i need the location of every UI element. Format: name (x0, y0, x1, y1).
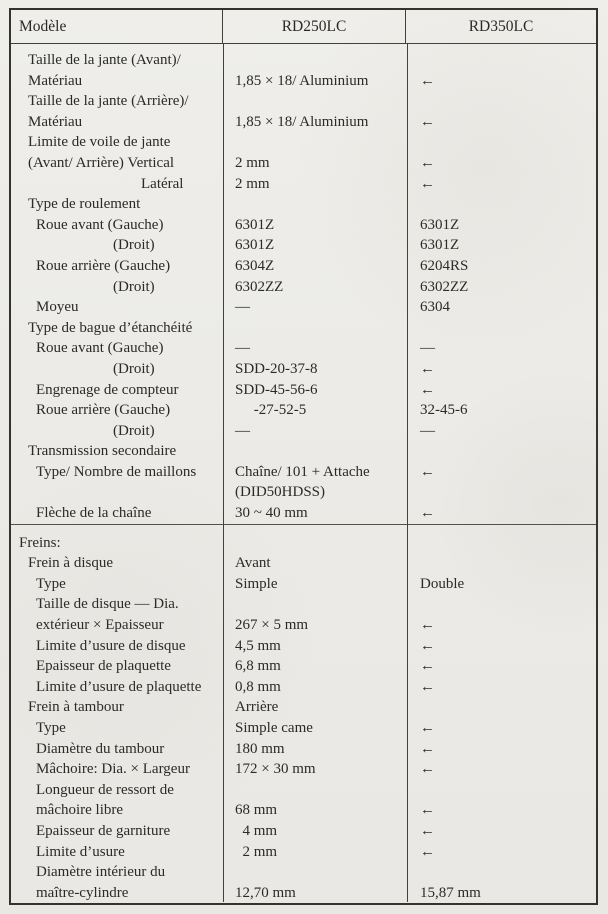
value-rd250lc: 2 mm (235, 175, 270, 192)
table-row (11, 71, 596, 92)
column-divider-1 (223, 44, 224, 902)
row-label: Roue avant (Gauche) (36, 340, 164, 357)
value-rd350lc: ← (420, 113, 435, 130)
value-rd250lc: 267 × 5 mm (235, 617, 309, 634)
value-rd350lc: ← (420, 505, 435, 522)
table-row (11, 441, 596, 462)
value-rd250lc: (DID50HDSS) (235, 484, 325, 501)
value-rd350lc: ← (420, 802, 435, 819)
table-row (11, 297, 596, 318)
value-rd250lc: 0,8 mm (235, 678, 281, 695)
row-label: Type de bague d’étanchéité (28, 319, 193, 336)
value-rd350lc: ← (420, 678, 435, 695)
value-rd350lc (408, 780, 596, 801)
table-row (11, 421, 596, 442)
value-rd250lc (224, 318, 408, 339)
row-label: (Avant/ Arrière) Vertical (28, 154, 175, 171)
row-label: Mâchoire: Dia. × Largeur (36, 761, 190, 778)
row-label: Epaisseur de garniture (36, 822, 171, 839)
value-rd250lc: 172 × 30 mm (235, 761, 316, 778)
row-label: Longueur de ressort de (36, 781, 174, 798)
table-row (11, 338, 596, 359)
value-rd250lc: 180 mm (235, 740, 285, 757)
value-rd350lc: ← (420, 617, 435, 634)
table-row (11, 482, 596, 503)
row-label: Frein à tambour (28, 699, 124, 716)
row-label: Roue avant (Gauche) (36, 216, 164, 233)
row-label: (Droit) (113, 360, 155, 377)
value-rd250lc (224, 132, 408, 153)
value-rd250lc: 6,8 mm (235, 658, 281, 675)
value-rd350lc: ← (420, 72, 435, 89)
row-label: Type/ Nombre de maillons (36, 463, 197, 480)
table-row (11, 780, 596, 801)
table-row (11, 759, 596, 780)
value-rd350lc: ← (420, 720, 435, 736)
table-row (11, 256, 596, 277)
table-row (11, 503, 596, 524)
row-label: (Droit) (113, 278, 155, 295)
value-rd350lc (408, 91, 596, 112)
table-row (11, 821, 596, 842)
value-rd250lc: Chaîne/ 101 + Attache (235, 463, 370, 480)
value-rd350lc: ← (420, 658, 435, 675)
row-label: Freins: (19, 534, 61, 551)
value-rd250lc: 30 ~ 40 mm (235, 505, 308, 522)
row-label: Moyeu (36, 299, 79, 316)
row-label: extérieur × Epaisseur (36, 617, 164, 634)
table-row (11, 277, 596, 298)
value-rd250lc (224, 594, 408, 615)
value-rd250lc: Avant (235, 555, 271, 572)
spec-table (9, 8, 598, 905)
table-row (11, 194, 596, 215)
value-rd250lc: 2 mm (235, 843, 278, 860)
table-row (11, 112, 596, 133)
row-label: (Droit) (113, 422, 155, 439)
value-rd250lc: 6301Z (235, 237, 275, 254)
table-row (11, 215, 596, 236)
table-row (11, 553, 596, 574)
table-body (11, 44, 596, 902)
value-rd350lc: ← (420, 843, 435, 860)
value-rd250lc: 4,5 mm (235, 637, 281, 654)
value-rd250lc: — (235, 299, 250, 316)
row-label: Limite de voile de jante (28, 134, 171, 151)
row-label: Flèche de la chaîne (36, 505, 152, 522)
table-row (11, 359, 596, 380)
table-row (11, 862, 596, 883)
row-label: Limite d’usure (36, 843, 125, 860)
value-rd350lc (408, 697, 596, 718)
row-label: Diamètre du tambour (36, 740, 165, 757)
row-label: Taille de la jante (Arrière)/ (28, 93, 189, 110)
value-rd350lc (408, 318, 596, 339)
value-rd250lc: 12,70 mm (235, 884, 296, 901)
value-rd350lc (408, 862, 596, 883)
row-label: Latéral (141, 175, 184, 192)
row-label (11, 482, 224, 503)
value-rd250lc: 4 mm (235, 822, 278, 839)
table-row (11, 235, 596, 256)
table-row (11, 318, 596, 339)
value-rd350lc (408, 553, 596, 574)
table-row (11, 380, 596, 401)
table-header-row (11, 10, 596, 44)
value-rd350lc: 32-45-6 (420, 402, 468, 419)
table-row (11, 656, 596, 677)
value-rd250lc (224, 50, 408, 71)
value-rd250lc: SDD-45-56-6 (235, 381, 318, 398)
value-rd350lc: ← (420, 463, 435, 480)
table-row (11, 594, 596, 615)
value-rd350lc (408, 50, 596, 71)
table-row (11, 739, 596, 760)
value-rd250lc: — (235, 422, 250, 439)
row-label: Type (36, 575, 66, 592)
value-rd350lc: — (420, 340, 435, 357)
table-row (11, 132, 596, 153)
row-label: mâchoire libre (36, 802, 124, 819)
row-label: maître-cylindre (36, 884, 129, 901)
value-rd250lc (224, 533, 408, 554)
row-label: (Droit) (113, 237, 155, 254)
value-rd350lc (408, 533, 596, 554)
row-label: Epaisseur de plaquette (36, 658, 171, 675)
table-row (11, 697, 596, 718)
row-label: Engrenage de compteur (36, 381, 179, 398)
table-row (11, 533, 596, 554)
value-rd250lc: 68 mm (235, 802, 278, 819)
value-rd350lc: ← (420, 740, 435, 757)
section-brakes (11, 524, 596, 904)
value-rd250lc: 6301Z (235, 216, 275, 233)
table-row (11, 636, 596, 657)
row-label: Type de roulement (28, 196, 141, 213)
value-rd350lc (408, 441, 596, 462)
table-row (11, 91, 596, 112)
row-label: Matériau (28, 113, 83, 130)
value-rd350lc: 15,87 mm (420, 884, 481, 901)
table-row (11, 883, 596, 904)
value-rd250lc: 1,85 × 18/ Aluminium (235, 113, 369, 130)
value-rd250lc: 6302ZZ (235, 278, 284, 295)
value-rd250lc (224, 780, 408, 801)
row-label: Limite d’usure de disque (36, 637, 186, 654)
table-row (11, 615, 596, 636)
table-row (11, 677, 596, 698)
row-label: Taille de la jante (Avant)/ (28, 52, 181, 68)
row-label: Roue arrière (Gauche) (36, 402, 171, 419)
table-row (11, 462, 596, 483)
value-rd350lc: ← (420, 154, 435, 171)
table-row (11, 718, 596, 739)
row-label: Limite d’usure de plaquette (36, 678, 202, 695)
value-rd350lc: ← (420, 637, 435, 654)
value-rd250lc: 6304Z (235, 257, 275, 274)
row-label: Transmission secondaire (28, 443, 177, 460)
section-wheels-transmission (11, 44, 596, 524)
value-rd250lc: Arrière (235, 699, 279, 716)
value-rd350lc (408, 594, 596, 615)
value-rd350lc: Double (420, 575, 465, 592)
value-rd350lc: ← (420, 822, 435, 839)
value-rd350lc: 6204RS (420, 257, 469, 274)
table-row (11, 174, 596, 195)
header-rd350lc: RD350LC (468, 17, 534, 35)
row-label: Type (36, 720, 66, 736)
value-rd350lc (408, 194, 596, 215)
row-label: Frein à disque (28, 555, 113, 572)
table-row (11, 574, 596, 595)
value-rd350lc: ← (420, 175, 435, 192)
value-rd250lc: Simple came (235, 720, 313, 736)
row-label: Diamètre intérieur du (36, 864, 166, 881)
value-rd250lc (224, 441, 408, 462)
value-rd350lc: ← (420, 381, 435, 398)
value-rd250lc: Simple (235, 575, 278, 592)
value-rd250lc: -27-52-5 (235, 402, 307, 419)
value-rd350lc: ← (420, 761, 435, 778)
header-modele: Modèle (11, 10, 223, 43)
table-row (11, 800, 596, 821)
value-rd250lc: 1,85 × 18/ Aluminium (235, 72, 369, 89)
table-row (11, 153, 596, 174)
value-rd250lc: SDD-20-37-8 (235, 360, 318, 377)
value-rd250lc: 2 mm (235, 154, 270, 171)
header-rd250lc: RD250LC (223, 10, 406, 43)
table-row (11, 400, 596, 421)
value-rd350lc (408, 132, 596, 153)
row-label: Matériau (28, 72, 83, 89)
table-row (11, 842, 596, 863)
table-row (11, 50, 596, 71)
value-rd350lc: 6302ZZ (420, 278, 469, 295)
row-label: Taille de disque — Dia. (36, 596, 179, 613)
value-rd350lc: 6301Z (420, 216, 460, 233)
value-rd250lc (224, 91, 408, 112)
column-divider-2 (407, 44, 408, 902)
value-rd350lc (408, 482, 596, 503)
value-rd250lc: — (235, 340, 250, 357)
value-rd250lc (224, 194, 408, 215)
row-label: Roue arrière (Gauche) (36, 257, 171, 274)
value-rd350lc: 6304 (420, 299, 450, 316)
value-rd350lc: ← (420, 360, 435, 377)
value-rd350lc: 6301Z (420, 237, 460, 254)
value-rd250lc (224, 862, 408, 883)
value-rd350lc: — (420, 422, 435, 439)
